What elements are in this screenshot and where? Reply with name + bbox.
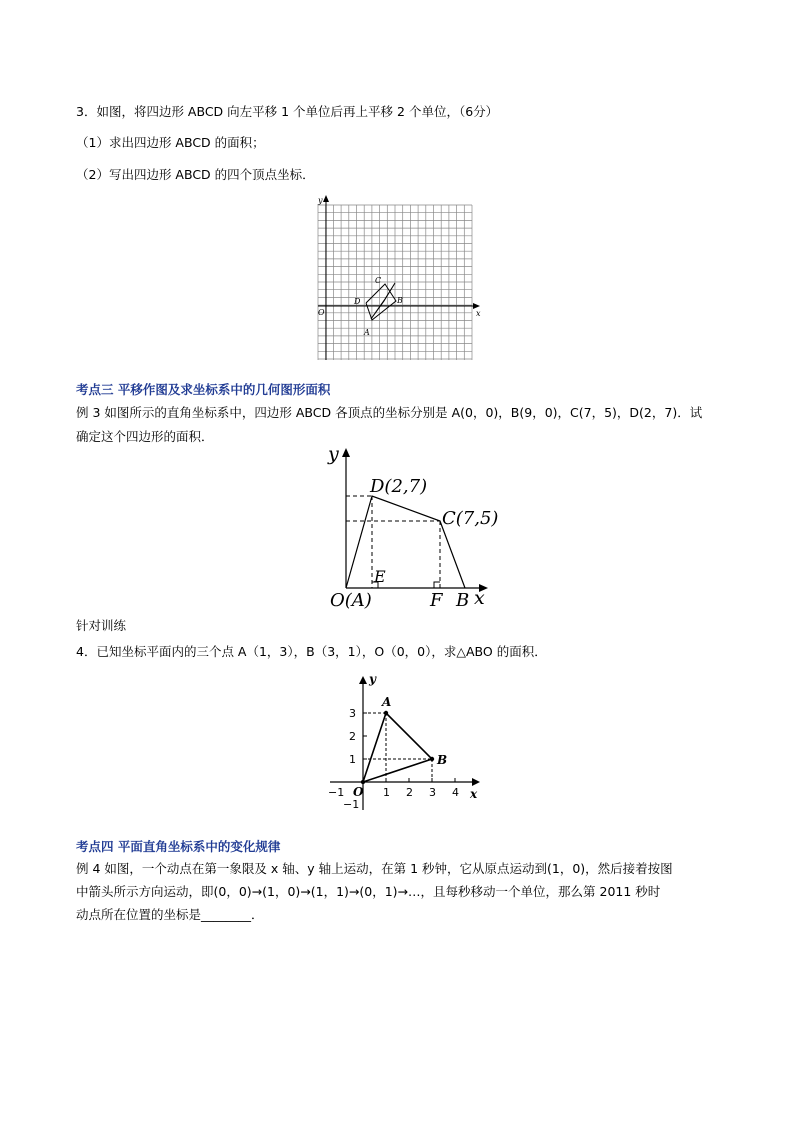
- q4-origin-label: O: [353, 785, 364, 799]
- q4-xtick-neg1: −1: [328, 786, 345, 799]
- q4-ytick-3: 3: [349, 707, 356, 720]
- q4-xtick-2: 2: [406, 786, 413, 799]
- example3-point-e: E: [374, 567, 386, 586]
- q4-ytick-neg1: −1: [343, 798, 360, 811]
- q4-xtick-4: 4: [452, 786, 459, 799]
- q3-vertex-d: D: [354, 297, 361, 306]
- example4-line3: 动点所在位置的坐标是________．: [76, 907, 264, 922]
- q3-vertex-b: B: [397, 296, 403, 305]
- example3-point-d: D(2,7): [370, 476, 428, 497]
- q3-origin-label: O: [318, 308, 325, 317]
- q3-quad-shape: [371, 283, 395, 319]
- q3-y-label: y: [318, 196, 323, 205]
- example3-point-f: F: [430, 590, 443, 611]
- q4-figure: [322, 672, 488, 822]
- q3-part1: （1）求出四边形 ABCD 的面积；: [76, 135, 265, 150]
- example4-line2: 中箭头所示方向运动，即(0，0)→(1，0)→(1，1)→(0，1)→…，且每秒移动一个单位，那么第 2011 秒时: [76, 884, 661, 899]
- example3-origin-label: O(A): [330, 590, 372, 611]
- example3-line1: 例 3 如图所示的直角坐标系中，四边形 ABCD 各顶点的坐标分别是 A(0，0)，B(9，0)，C(7，5)，D(2，7)．试: [76, 405, 703, 420]
- section4-title: 考点四 平面直角坐标系中的变化规律: [76, 839, 281, 854]
- q4-ytick-1: 1: [349, 753, 356, 766]
- example3-point-b: B: [456, 590, 470, 611]
- example3-line2: 确定这个四边形的面积．: [76, 429, 214, 444]
- q3-vertex-c: C: [375, 276, 382, 285]
- q3-grid-figure: [310, 195, 482, 365]
- q4-xtick-3: 3: [429, 786, 436, 799]
- q3-vertex-a: A: [364, 328, 370, 337]
- q3-stem: 3．如图，将四边形 ABCD 向左平移 1 个单位后再上平移 2 个单位，（6分）: [76, 104, 499, 119]
- q4-point-a: A: [382, 695, 392, 709]
- section3-title: 考点三 平移作图及求坐标系中的几何图形面积: [76, 382, 331, 397]
- q4-xtick-1: 1: [383, 786, 390, 799]
- q3-x-label: x: [476, 309, 481, 318]
- q4-point-b: B: [437, 753, 448, 767]
- q3-part2: （2）写出四边形 ABCD 的四个顶点坐标．: [76, 167, 315, 182]
- q4-stem: 4．已知坐标平面内的三个点 A（1，3），B（3，1），O（0，0），求△ABO 的面积．: [76, 644, 547, 659]
- q4-y-label: y: [369, 672, 376, 686]
- practice-label: 针对训练: [76, 618, 127, 633]
- example3-x-label: x: [474, 587, 485, 609]
- q4-ytick-2: 2: [349, 730, 356, 743]
- example3-figure: [322, 440, 498, 615]
- example3-point-c: C(7,5): [442, 508, 498, 529]
- q4-x-label: x: [470, 787, 478, 801]
- example4-line1: 例 4 如图，一个动点在第一象限及 x 轴、y 轴上运动，在第 1 秒钟，它从原点运动到(1，0)，然后接着按图: [76, 861, 673, 876]
- example3-y-label: y: [328, 443, 339, 465]
